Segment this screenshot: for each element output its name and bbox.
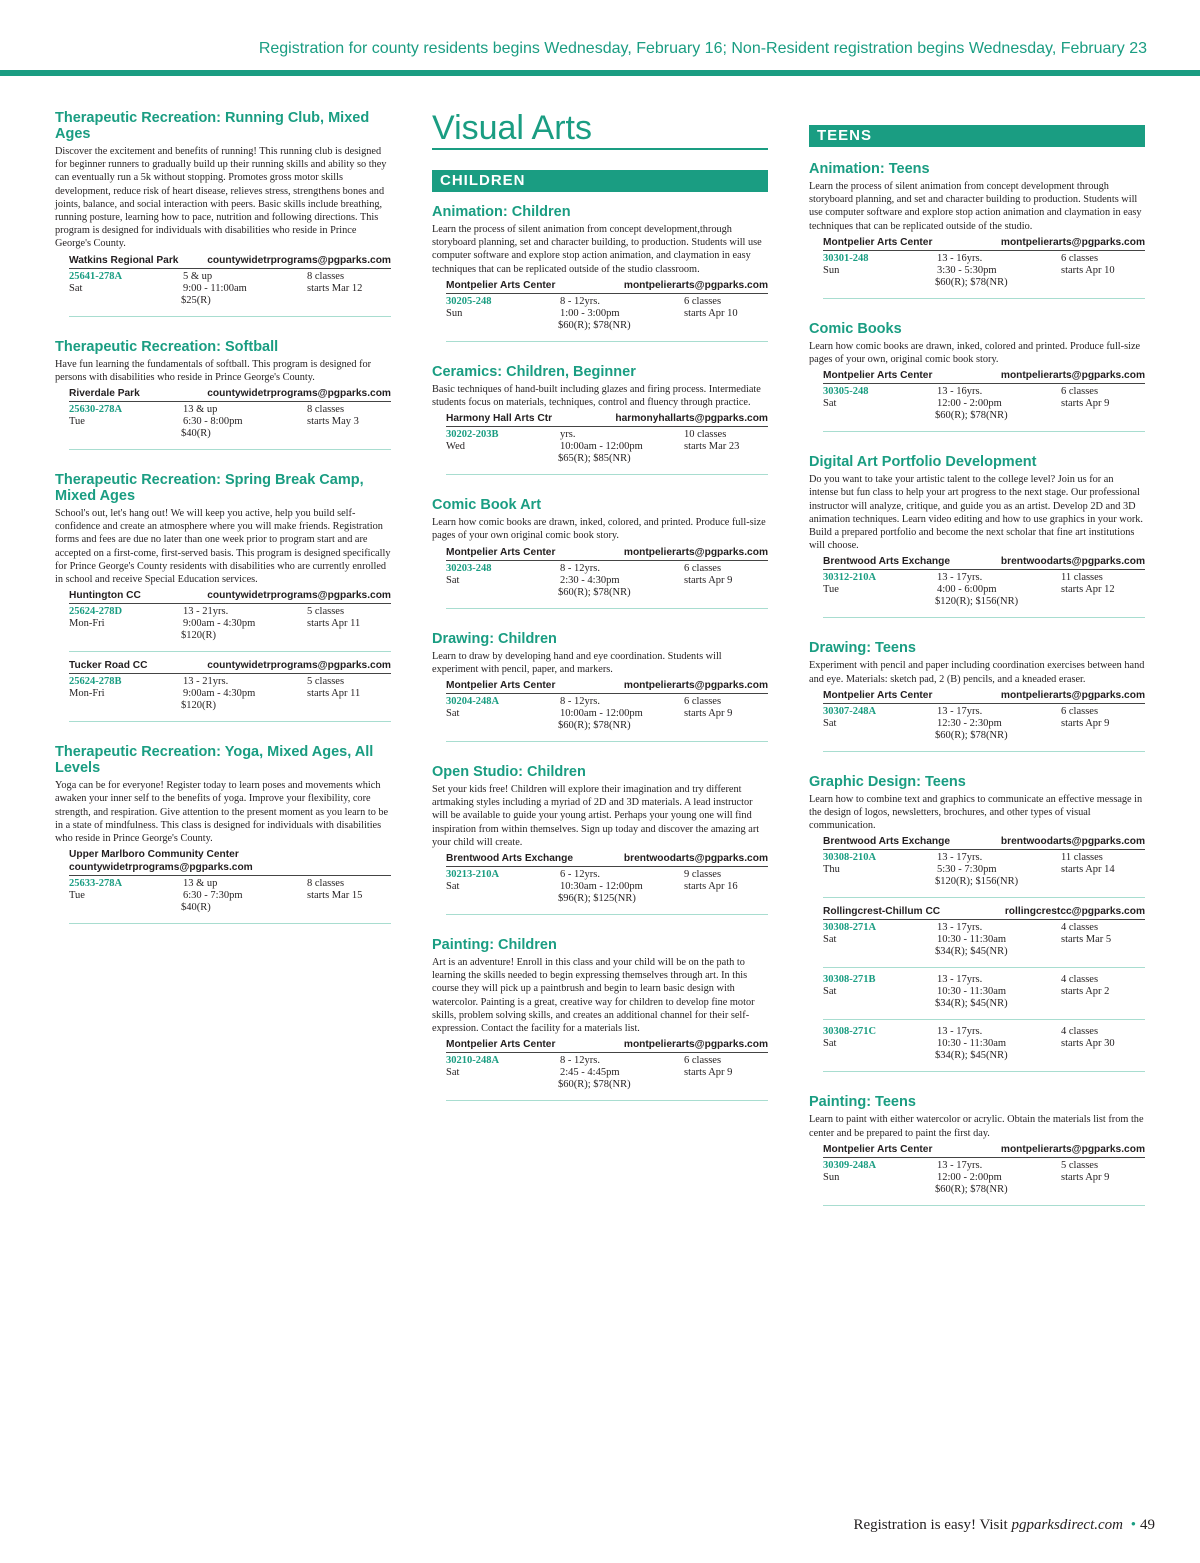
location-name: Tucker Road CC (69, 660, 148, 672)
class-count: 5 classes (307, 606, 345, 618)
session-fee: $60(R); $78(NR) (558, 1079, 631, 1091)
program-description: Experiment with pencil and paper including coordination exercises between hand and eye. Materials: sketch pad, 2 (B) pencils, and a kneaded eraser. (809, 660, 1145, 685)
session-row (446, 1053, 768, 1105)
course-code[interactable]: 30312-210A (823, 572, 877, 584)
location-row (823, 554, 1145, 570)
course-code[interactable]: 30308-271C (823, 1026, 877, 1038)
session-row (446, 294, 768, 346)
session-time: 10:00am - 12:00pm (560, 441, 643, 453)
session-fee: $40(R) (181, 902, 211, 914)
course-code[interactable]: 30309-248A (823, 1159, 877, 1171)
session-fee: $25(R) (181, 294, 211, 306)
session-fee: $60(R); $78(NR) (935, 276, 1008, 288)
program-description: Art is an adventure! Enroll in this class and your child will be on the path to learning the skills needed to begin expressing themselves through art. In this course they will pick up a paintbrush and begin to learn basic design with watercolor. Painting is a great, creative way for children to develop fine motor skills, problem solving skills, and creates an additional channel for their self-expression. Contact the facility for a materials list. (432, 957, 755, 1035)
session-day: Sat (823, 986, 837, 998)
session-time: 10:00am - 12:00pm (560, 708, 643, 720)
class-count: 6 classes (684, 1055, 722, 1067)
session-row (69, 604, 391, 656)
age-range: 13 & up (183, 404, 218, 416)
session-fee: $60(R); $78(NR) (558, 720, 631, 732)
program-listing (69, 847, 391, 928)
program-title: Comic Books (809, 320, 902, 337)
start-date: starts Apr 14 (1061, 864, 1115, 876)
class-count: 8 classes (307, 878, 345, 890)
program-entry (432, 204, 768, 346)
age-range: 13 - 17yrs. (937, 1026, 983, 1038)
start-date: starts Apr 10 (1061, 264, 1115, 276)
session-time: 6:30 - 7:30pm (183, 890, 243, 902)
program-title: Graphic Design: Teens (809, 773, 966, 790)
session-day: Sat (446, 881, 460, 893)
session-time: 12:30 - 2:30pm (937, 717, 1002, 729)
program-description: Do you want to take your artistic talent to the college level? Join us for an intense but fun class to help your art progress to the next stage. Our professional instructor will analyze, critique, and guide you as an artist. Develop 2D and 3D animation techniques. Learn video editing and how to use graphics in your work. Build a prepared portfolio and become the next scholar that fine art institutions will choose. (809, 474, 1143, 552)
session-time: 10:30 - 11:30am (937, 1038, 1007, 1050)
class-count: 6 classes (1061, 252, 1099, 264)
session-fee: $60(R); $78(NR) (935, 729, 1008, 741)
class-count: 8 classes (307, 404, 345, 416)
class-count: 6 classes (1061, 705, 1099, 717)
course-code[interactable]: 30307-248A (823, 705, 877, 717)
contact-email[interactable]: montpelierarts@pgparks.com (623, 546, 768, 558)
class-count: 10 classes (684, 429, 727, 441)
footer-lead: Registration is easy! (853, 1517, 976, 1533)
age-range: 8 - 12yrs. (560, 1055, 600, 1067)
session-row (823, 920, 1145, 972)
session-row (446, 694, 768, 746)
start-date: starts Apr 9 (684, 708, 733, 720)
class-count: 5 classes (307, 676, 345, 688)
class-count: 6 classes (684, 696, 722, 708)
program-title: Comic Book Art (432, 497, 542, 514)
age-range: 13 - 17yrs. (937, 572, 983, 584)
program-title: Drawing: Teens (809, 640, 916, 657)
session-day: Tue (823, 584, 839, 596)
program-listing (823, 235, 1145, 303)
location-name: Montpelier Arts Center (446, 546, 556, 558)
course-code[interactable]: 25630-278A (69, 404, 123, 416)
start-date: starts Apr 11 (307, 618, 361, 630)
session-row (446, 427, 768, 479)
session-day: Thu (823, 864, 840, 876)
program-title: Painting: Teens (809, 1094, 916, 1111)
program-listing (446, 278, 768, 346)
course-code[interactable]: 30203-248 (446, 562, 492, 574)
program-entry (55, 472, 391, 726)
program-listing (446, 678, 768, 746)
start-date: starts Apr 12 (1061, 584, 1115, 596)
program-description: Yoga can be for everyone! Register today to learn poses and movements which awaken your inner self to the benefits of yoga. Improve your flexibility, core strength, and respiration. Give attention to the present moment as you learn to be in a state of mindfulness. This class is designed for individuals with disabilities who reside in Prince George's County. (55, 780, 389, 845)
class-count: 4 classes (1061, 974, 1099, 986)
location-row (446, 678, 768, 694)
location-name: Harmony Hall Arts Ctr (446, 413, 553, 425)
session-time: 4:00 - 6:00pm (937, 584, 997, 596)
program-listing (69, 658, 391, 726)
program-description: Have fun learning the fundamentals of softball. This program is designed for persons with disabilities who reside in Prince George's County. (55, 358, 372, 383)
program-listing (823, 554, 1145, 622)
class-count: 11 classes (1061, 572, 1103, 584)
program-listing (446, 851, 768, 919)
age-range: 13 - 17yrs. (937, 1159, 983, 1171)
location-row (69, 658, 391, 674)
contact-email[interactable]: rollingcrestcc@pgparks.com (1004, 906, 1145, 918)
session-time: 10:30 - 11:30am (937, 934, 1007, 946)
start-date: starts Mar 23 (684, 441, 740, 453)
program-entry (809, 640, 1145, 755)
location-row (823, 834, 1145, 850)
program-title: Therapeutic Recreation: Yoga, Mixed Ages, All Levels (55, 744, 374, 777)
program-title: Therapeutic Recreation: Softball (55, 338, 279, 355)
program-description: Learn the process of silent animation from concept development through storyboard planning, and set and character building to production. Students will use computer software and explore stop action animation and claymation in easy techniques that can be replicated outside of the studio. (809, 181, 1142, 232)
age-range: 13 & up (183, 878, 218, 890)
session-row (823, 704, 1145, 756)
category-band-teens: TEENS (809, 125, 1145, 147)
location-name: Montpelier Arts Center (823, 1143, 933, 1155)
course-code[interactable]: 30301-248 (823, 252, 869, 264)
session-time: 12:00 - 2:00pm (937, 398, 1002, 410)
session-day: Sat (823, 1038, 837, 1050)
contact-email[interactable]: countywidetrprograms@pgparks.com (207, 254, 391, 266)
program-entry (809, 161, 1145, 303)
program-entry (55, 110, 391, 321)
class-count: 6 classes (684, 562, 722, 574)
contact-email[interactable]: countywidetrprograms@pgparks.com (207, 388, 391, 400)
start-date: starts Apr 9 (684, 1067, 733, 1079)
program-description: Set your kids free! Children will explore their imagination and try different artmaking styles including a myriad of 2D and 3D materials. A lead instructor will be available to guide your young artist. Perhaps your young one will find inspiration from within themselves. Sign up today and discover the amazing art your child will create. (432, 784, 760, 848)
contact-email[interactable]: brentwoodarts@pgparks.com (1000, 836, 1145, 848)
program-description: School's out, let's hang out! We will keep you active, help you build self-confidence and create an atmosphere where you will make friends. Registration forms and fees are due no later than one week prior to program start and are accepted on a first-come, first-served basis. This program is designed specifically for Prince George's County residents with disabilities who are currently enrolled in school and receive Special Education services. (55, 508, 391, 586)
location-row (446, 278, 768, 294)
course-code[interactable]: 30305-248 (823, 386, 869, 398)
course-code[interactable]: 25633-278A (69, 878, 123, 890)
location-row (69, 588, 391, 604)
location-name: Upper Marlboro Community Center (69, 849, 239, 861)
session-day: Sun (823, 1171, 840, 1183)
program-description: Learn the process of silent animation from concept development,through storyboard planning, set and character building, to production. Students will use computer software and explore stop action animation, and claymation in easy techniques that can be replicated outside of the studio classroom. (432, 224, 762, 275)
course-code[interactable]: 30205-248 (446, 295, 492, 307)
category-band-children: CHILDREN (432, 170, 768, 192)
session-fee: $120(R) (181, 630, 216, 642)
session-fee: $34(R); $45(NR) (935, 946, 1008, 958)
page-footer (853, 1517, 1155, 1534)
start-date: starts Apr 9 (1061, 398, 1110, 410)
start-date: starts May 3 (307, 416, 359, 428)
location-name: Brentwood Arts Exchange (446, 853, 573, 865)
session-day: Sun (446, 307, 463, 319)
contact-email[interactable]: montpelierarts@pgparks.com (1000, 1143, 1145, 1155)
session-fee: $60(R); $78(NR) (935, 1183, 1008, 1195)
program-entry (432, 764, 768, 919)
program-listing (823, 904, 1145, 1076)
start-date: starts Apr 30 (1061, 1038, 1115, 1050)
contact-email[interactable]: countywidetrprograms@pgparks.com (207, 590, 391, 602)
class-count: 8 classes (307, 270, 345, 282)
contact-email[interactable]: montpelierarts@pgparks.com (1000, 689, 1145, 701)
program-listing (823, 1142, 1145, 1210)
course-code[interactable]: 30204-248A (446, 696, 500, 708)
program-entry (432, 497, 768, 612)
age-range: 13 - 16yrs. (937, 252, 983, 264)
session-fee: $120(R); $156(NR) (935, 596, 1019, 608)
class-count: 11 classes (1061, 852, 1103, 864)
program-description: Discover the excitement and benefits of running! This running club is designed for beginner runners to gradually build up their running skills and ability so they can eventually run a 5k without stopping. Promotes gross motor skills development, reduce risk of heart disease, relieves stress, strengthens bones and joints, balance, and social interaction with peers. Basic skills include breathing, running posture, learning how to pace, nutrition and following directions. This program is designed for individuals with disabilities who reside in Prince George's County. (55, 146, 387, 250)
session-fee: $65(R); $85(NR) (558, 453, 631, 465)
session-day: Mon-Fri (69, 688, 105, 700)
course-code[interactable]: 30210-248A (446, 1055, 500, 1067)
program-title: Therapeutic Recreation: Running Club, Mixed Ages (55, 110, 370, 142)
location-row (823, 904, 1145, 920)
session-fee: $120(R); $156(NR) (935, 876, 1019, 888)
location-row (446, 851, 768, 867)
location-name: Rollingcrest-Chillum CC (823, 906, 941, 918)
start-date: starts Mar 5 (1061, 934, 1112, 946)
session-row (823, 1158, 1145, 1210)
registration-dates-banner: Registration for county residents begins Wednesday, February 16; Non-Resident registration begins Wednesday, February 23 (258, 40, 1147, 57)
session-time: 12:00 - 2:00pm (937, 1171, 1002, 1183)
location-row (69, 386, 391, 402)
age-range: 13 - 17yrs. (937, 705, 983, 717)
session-time: 10:30am - 12:00pm (560, 881, 643, 893)
session-fee: $34(R); $45(NR) (935, 998, 1008, 1010)
program-listing (69, 588, 391, 656)
location-name: Riverdale Park (69, 388, 140, 400)
session-fee: $60(R); $78(NR) (558, 319, 631, 331)
start-date: starts Apr 9 (1061, 1171, 1110, 1183)
start-date: starts Mar 15 (307, 890, 363, 902)
program-title: Animation: Teens (809, 161, 930, 177)
program-description: Basic techniques of hand-built including glazes and firing process. Intermediate students focus on materials, techniques, control and fluency through practice. (432, 383, 761, 409)
contact-email[interactable]: montpelierarts@pgparks.com (623, 279, 768, 291)
start-date: starts Mar 12 (307, 282, 363, 294)
program-description: Learn how comic books are drawn, inked, colored, and printed. Produce full-size pages of your own original comic book story. (432, 517, 766, 542)
session-row (823, 251, 1145, 303)
class-count: 4 classes (1061, 922, 1099, 934)
page-number: 49 (1140, 1517, 1155, 1533)
program-description: Learn to draw by developing hand and eye coordination. Students will experiment with pencil, paper, and markers. (432, 650, 722, 675)
program-entry (809, 774, 1145, 1077)
location-row (69, 253, 391, 269)
program-listing (446, 545, 768, 613)
contact-email[interactable]: harmonyhallarts@pgparks.com (615, 413, 768, 425)
course-code[interactable]: 30308-271B (823, 974, 876, 986)
location-row (446, 545, 768, 561)
program-title: Ceramics: Children, Beginner (432, 363, 636, 380)
age-range: 13 - 21yrs. (183, 606, 229, 618)
program-title: Therapeutic Recreation: Spring Break Camp, Mixed Ages (55, 472, 364, 505)
age-range: 13 - 21yrs. (183, 676, 229, 688)
session-fee: $34(R); $45(NR) (935, 1050, 1008, 1062)
contact-email[interactable]: countywidetrprograms@pgparks.com (69, 862, 253, 874)
age-range: 6 - 12yrs. (560, 869, 600, 881)
session-row (446, 561, 768, 613)
session-day: Sat (823, 934, 837, 946)
session-time: 9:00 - 11:00am (183, 282, 247, 294)
session-day: Sat (69, 282, 83, 294)
session-row (69, 876, 391, 928)
session-row (69, 402, 391, 454)
program-list (432, 204, 768, 1105)
location-row (823, 235, 1145, 251)
program-title: Open Studio: Children (432, 764, 586, 781)
start-date: starts Apr 9 (1061, 717, 1110, 729)
session-row (823, 384, 1145, 436)
contact-email[interactable]: montpelierarts@pgparks.com (1000, 236, 1145, 248)
program-listing (446, 1037, 768, 1105)
contact-email[interactable]: montpelierarts@pgparks.com (623, 1039, 768, 1051)
class-count: 6 classes (684, 295, 722, 307)
program-entry (809, 321, 1145, 436)
start-date: starts Apr 2 (1061, 986, 1110, 998)
location-row (823, 368, 1145, 384)
header-rule (0, 70, 1200, 76)
session-row (446, 867, 768, 919)
age-range: 13 - 17yrs. (937, 974, 983, 986)
location-name: Montpelier Arts Center (823, 370, 933, 382)
start-date: starts Apr 16 (684, 881, 738, 893)
location-row (69, 847, 391, 876)
location-name: Montpelier Arts Center (446, 1039, 556, 1051)
session-fee: $40(R) (181, 428, 211, 440)
session-fee: $120(R) (181, 700, 216, 712)
program-title: Animation: Children (432, 204, 571, 220)
session-row (69, 269, 391, 321)
location-name: Montpelier Arts Center (823, 689, 933, 701)
course-code[interactable]: 30213-210A (446, 869, 500, 881)
session-row (823, 972, 1145, 1024)
location-name: Brentwood Arts Exchange (823, 836, 950, 848)
program-listing (446, 411, 768, 479)
contact-email[interactable]: brentwoodarts@pgparks.com (623, 853, 768, 865)
contact-email[interactable]: montpelierarts@pgparks.com (1000, 370, 1145, 382)
start-date: starts Apr 10 (684, 307, 738, 319)
session-row (823, 1024, 1145, 1076)
session-day: Mon-Fri (69, 618, 105, 630)
location-row (823, 1142, 1145, 1158)
column-therapeutic (55, 110, 391, 946)
course-code[interactable]: 25624-278D (69, 606, 123, 618)
course-code[interactable]: 30308-271A (823, 922, 877, 934)
session-time: 6:30 - 8:00pm (183, 416, 243, 428)
column-visual-arts-teens (809, 110, 1145, 1228)
age-range: yrs. (560, 429, 576, 441)
section-title: Visual Arts (432, 110, 768, 150)
program-entry (432, 937, 768, 1105)
program-entry (432, 631, 768, 746)
session-row (823, 850, 1145, 902)
age-range: 13 - 17yrs. (937, 922, 983, 934)
age-range: 8 - 12yrs. (560, 696, 600, 708)
contact-email[interactable]: montpelierarts@pgparks.com (623, 680, 768, 692)
program-entry (809, 454, 1145, 622)
session-day: Sun (823, 264, 840, 276)
course-code[interactable]: 30202-203B (446, 429, 499, 441)
session-time: 2:45 - 4:45pm (560, 1067, 620, 1079)
location-name: Huntington CC (69, 590, 141, 602)
contact-email[interactable]: brentwoodarts@pgparks.com (1000, 556, 1145, 568)
session-day: Sat (446, 1067, 460, 1079)
session-row (69, 674, 391, 726)
program-title: Painting: Children (432, 937, 557, 954)
session-day: Sat (823, 398, 837, 410)
age-range: 8 - 12yrs. (560, 295, 600, 307)
course-code[interactable]: 30308-210A (823, 852, 877, 864)
footer-visit: Visit (979, 1517, 1008, 1533)
age-range: 5 & up (183, 270, 213, 282)
session-day: Wed (446, 441, 465, 453)
location-row (446, 1037, 768, 1053)
footer-bullet: • (1130, 1517, 1136, 1533)
start-date: starts Apr 11 (307, 688, 361, 700)
class-count: 6 classes (1061, 386, 1099, 398)
location-name: Montpelier Arts Center (446, 279, 556, 291)
program-title: Digital Art Portfolio Development (809, 454, 1037, 471)
course-code[interactable]: 25641-278A (69, 270, 123, 282)
program-listing (69, 253, 391, 321)
location-row (823, 688, 1145, 704)
session-time: 10:30 - 11:30am (937, 986, 1007, 998)
program-description: Learn how comic books are drawn, inked, colored and printed. Produce full-size pages of your own, original comic book story. (809, 340, 1141, 366)
program-listing (823, 688, 1145, 756)
session-time: 3:30 - 5:30pm (937, 264, 997, 276)
session-time: 9:00am - 4:30pm (183, 688, 256, 700)
class-count: 5 classes (1061, 1159, 1099, 1171)
session-time: 1:00 - 3:00pm (560, 307, 620, 319)
session-fee: $96(R); $125(NR) (558, 893, 636, 905)
session-time: 2:30 - 4:30pm (560, 574, 620, 586)
session-day: Sat (446, 708, 460, 720)
session-fee: $60(R); $78(NR) (935, 410, 1008, 422)
program-description: Learn to paint with either watercolor or acrylic. Obtain the materials list from the center and be prepared to paint the first day. (809, 1114, 1144, 1139)
session-row (823, 570, 1145, 622)
footer-site-link[interactable]: pgparksdirect.com (1011, 1517, 1123, 1533)
session-day: Tue (69, 890, 85, 902)
session-day: Tue (69, 416, 85, 428)
program-listing (823, 368, 1145, 436)
program-entry (809, 1094, 1145, 1209)
location-name: Watkins Regional Park (69, 254, 179, 266)
program-listing (823, 834, 1145, 902)
location-name: Montpelier Arts Center (823, 236, 933, 248)
class-count: 4 classes (1061, 1026, 1099, 1038)
program-entry (55, 339, 391, 454)
session-time: 5:30 - 7:30pm (937, 864, 997, 876)
course-code[interactable]: 25624-278B (69, 676, 122, 688)
program-title: Drawing: Children (432, 630, 557, 647)
program-entry (55, 744, 391, 928)
session-time: 9:00am - 4:30pm (183, 618, 256, 630)
session-fee: $60(R); $78(NR) (558, 586, 631, 598)
session-day: Sat (446, 574, 460, 586)
location-name: Brentwood Arts Exchange (823, 556, 950, 568)
age-range: 8 - 12yrs. (560, 562, 600, 574)
contact-email[interactable]: countywidetrprograms@pgparks.com (207, 660, 391, 672)
program-entry (432, 364, 768, 479)
start-date: starts Apr 9 (684, 574, 733, 586)
age-range: 13 - 16yrs. (937, 386, 983, 398)
age-range: 13 - 17yrs. (937, 852, 983, 864)
program-description: Learn how to combine text and graphics to communicate an effective message in the design of logos, newsletters, brochures, and other types of visual communication. (809, 793, 1143, 832)
location-name: Montpelier Arts Center (446, 680, 556, 692)
class-count: 9 classes (684, 869, 722, 881)
session-day: Sat (823, 717, 837, 729)
program-listing (69, 386, 391, 454)
location-row (446, 411, 768, 427)
column-visual-arts-children (432, 110, 768, 1123)
program-list (809, 161, 1145, 1210)
